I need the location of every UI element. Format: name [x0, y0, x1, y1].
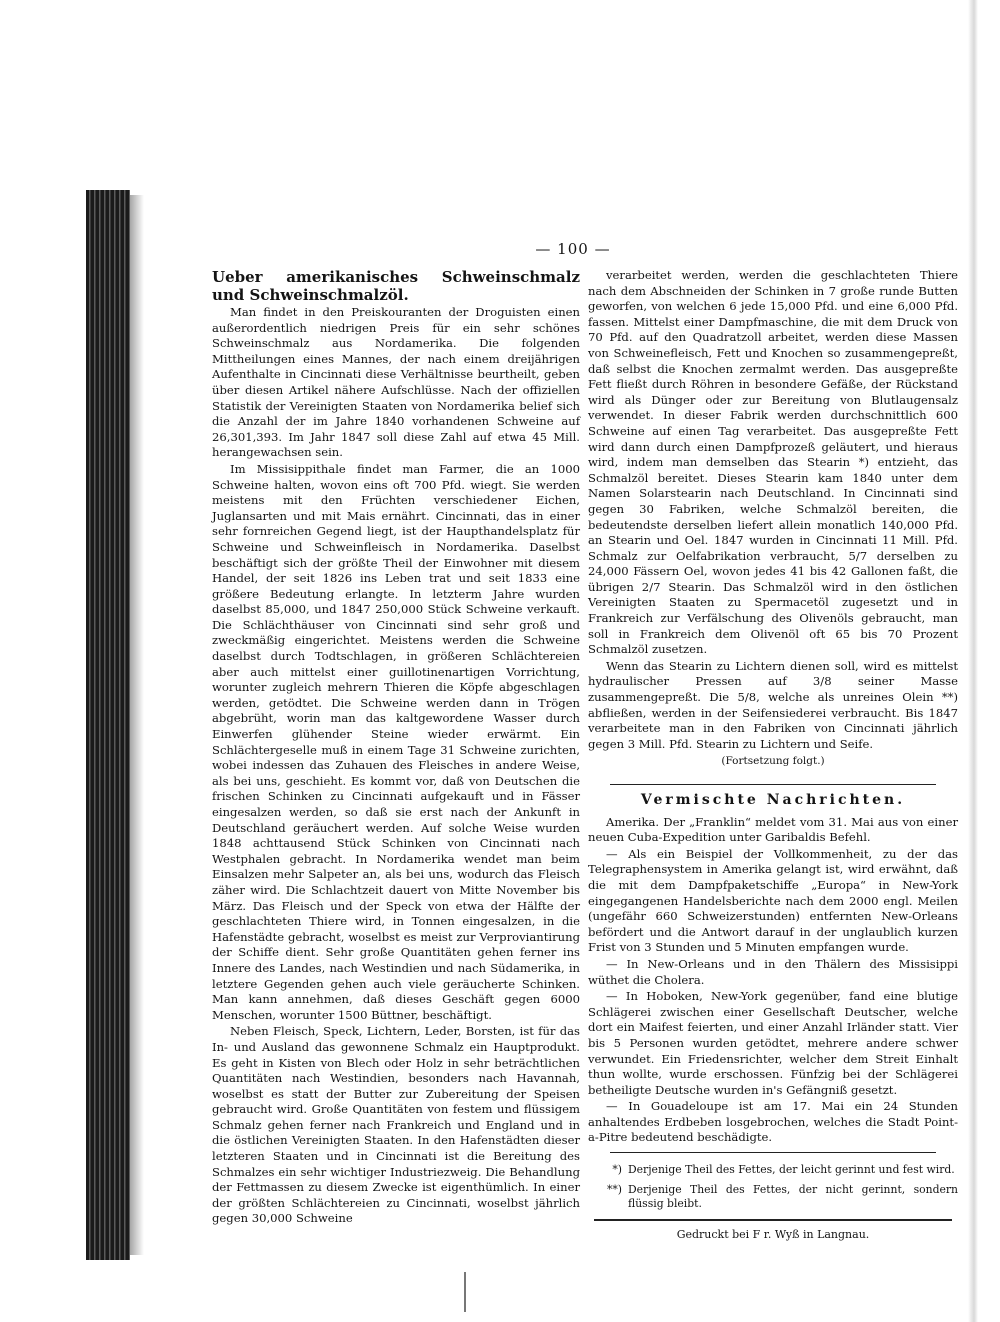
footnote-text: Derjenige Theil des Fettes, der nicht gerinnt, sondern flüssig bleibt. — [628, 1183, 958, 1211]
news-section-title: Vermischte Nachrichten. — [640, 792, 906, 808]
footnote-mark: *) — [612, 1163, 622, 1177]
scan-artifact-line — [464, 1272, 466, 1312]
article-paragraph: verarbeitet werden, werden die geschlachteten Thiere nach dem Abschneiden der Schinken in 7 große runde Butten geworfen, von welchen 6 jede 15,000 Pfd. und eine 6,000 Pfd. fassen. Mittelst einer Dampfmaschine, die mit dem Druck von 70 Pfd. auf den Quadratzoll arbeitet, werden diese Massen von Schweinefleisch, Fett und Knochen so zusammengepreßt, daß selbst die Knochen zermalmt werden. Das ausgepreßte Fett fließt durch Röhren in besondere Gefäße, der Rückstand wird als Dünger oder zur Bereitung von Blutlaugensalz verwendet. In dieser Fabrik werden durchschnittlich 600 Schweine auf einen Tag verarbeitet. Das ausgepreßte Fett wird dann durch einen Dampfprozeß geläutert, und hieraus wird, indem man demselben das Stearin *) entzieht, das Schmalzöl bereitet. Dieses Stearin kam 1840 unter dem Namen Solarstearin nach Deutschland. In Cincinnati sind gegen 30 Fabriken, welche Schmalzöl bereiten, die bedeutendste derselben liefert allein monatlich 140,000 Pfd. an Stearin und Oel. 1847 wurden in Cincinnati 11 Mill. Pfd. Schmalz zur Oelfabrikation verbraucht, 5/7 derselben zu 24,000 Fässern Oel, wovon jedes 41 bis 42 Gallonen faßt, die übrigen 2/7 Stearin. Das Schmalzöl wird in den östlichen Vereinigten Staaten zu Spermacetöl zugesetzt und in Frankreich zur Verfälschung des Olivenöls gebraucht, man soll in Frankreich dem Olivenöl oft 65 bis 70 Prozent Schmalzöl zusetzen. — [588, 268, 958, 657]
column-right — [588, 268, 958, 1243]
footnote-text: Derjenige Theil des Fettes, der leicht gerinnt und fest wird. — [628, 1163, 955, 1177]
column-left — [212, 268, 580, 1228]
footnote — [588, 1183, 958, 1211]
news-item: Amerika. Der „Franklin“ meldet vom 31. Mai aus von einer neuen Cuba-Expedition unter Garibaldis Befehl. — [588, 814, 958, 845]
footnotes — [588, 1163, 958, 1211]
page-edge-right — [968, 0, 1000, 1322]
printer-imprint: Gedruckt bei F r. Wyß in Langnau. — [676, 1228, 870, 1242]
continuation-note: (Fortsetzung folgt.) — [721, 755, 825, 768]
printer-divider — [594, 1219, 952, 1221]
news-item: — In New-Orleans und in den Thälern des Missisippi wüthet die Cholera. — [588, 956, 958, 987]
article-paragraph: Im Missisippithale findet man Farmer, die an 1000 Schweine halten, wovon eins oft 700 Pfd. wiegt. Sie werden meistens mit den Früchten verschiedener Eichen, Juglansarten und mit Mais ernährt. Cincinnati, das in einer sehr fornreichen Gegend liegt, ist der Haupthandelsplatz für Schweine und Schweinfleisch in Nordamerika. Daselbst beschäftigt sich der größte Theil der Einwohner mit diesem Handel, der seit 1826 ins Leben trat und seit 1833 eine größere Bedeutung erlangte. In letzterm Jahre wurden daselbst 85,000, und 1847 250,000 Stück Schweine verkauft. Die Schlächthäuser von Cincinnati sind sehr groß und zweckmäßig eingerichtet. Meistens werden die Schweine daselbst durch Todtschlagen, in größeren Schlächtereien aber auch mittelst einer guillotinenartigen Vorrichtung, worunter zugleich mehrern Thieren die Köpfe abgeschlagen werden, getödtet. Die Schweine werden dann in Trögen abgebrüht, worin man das kaltgewordene Wasser durch Einwerfen glühender Steine wieder erwärmt. Ein Schlächtergeselle muß in einem Tage 31 Schweine zurichten, wobei indessen das Zuhauen des Fleisches in andere Weise, als bei uns, geschieht. Es kommt vor, daß von Deutschen die frischen Schinken zu Cincinnati aufgekauft und in Fässer eingesalzen werden, so daß sie erst nach der Ankunft in Deutschland geräuchert werden. Auf solche Weise wurden 1848 achttausend Stück Schinken von Cincinnati nach Westphalen gebracht. In Nordamerika wendet man beim Einsalzen mehr Salpeter an, als bei uns, wodurch das Fleisch zäher wird. Die Schlachtzeit dauert von Mitte November bis März. Das Fleisch und der Speck von etwa der Hälfte der geschlachteten Thiere wird, in Tonnen eingesalzen, in die Hafenstädte gebracht, woselbst es meist zur Verproviantirung der Schiffe dient. Sehr große Quantitäten gehen ferner ins Innere des Landes, nach Westindien und nach Südamerika, in letztere Gegenden gehen auch viele geräucherte Schinken. Man kann annehmen, daß dieses Geschäft gegen 6000 Menschen, worunter 1500 Büttner, beschäftigt. — [212, 461, 580, 1022]
article-paragraph: Wenn das Stearin zu Lichtern dienen soll, wird es mittelst hydraulischer Pressen auf 3/8 seiner Masse zusammengepreßt. Die 5/8, welche als unreines Olein **) abfließen, werden in der Seifensiederei verbraucht. Bis 1847 verarbeitete man in den Fabriken von Cincinnati jährlich gegen 3 Mill. Pfd. Stearin zu Lichtern und Seife. — [588, 658, 958, 751]
news-item: — Als ein Beispiel der Vollkommenheit, zu der das Telegraphensystem in Amerika gelangt ist, wird erwähnt, daß die mit dem Dampfpaketschiffe „Europa“ in New-York eingegangenen Handelsberichte nach dem 2000 engl. Meilen (ungefähr 660 Schweizerstunden) entfernten New-Orleans befördert und die Antwort darauf in der unglaublich kurzen Frist von 3 Stunden und 5 Minuten empfangen wurde. — [588, 846, 958, 955]
binding-shadow — [130, 195, 144, 1255]
article-paragraph: Neben Fleisch, Speck, Lichtern, Leder, Borsten, ist für das In- und Ausland das gewonnene Schmalz ein Hauptprodukt. Es geht in Kisten von Blech oder Holz in sehr beträchtlichen Quantitäten nach Westindien, besonders nach Havannah, woselbst es statt der Butter zur Zubereitung der Speisen gebraucht wird. Große Quantitäten von festem und flüssigem Schmalz gehen ferner nach Frankreich und England und in die östlichen Vereinigten Staaten. In den Hafenstädten dieser letzteren Staaten und in Cincinnati ist die Bereitung des Schmalzes ein sehr wichtiger Industriezweig. Die Behandlung der Fettmassen zu diesem Zwecke ist eigenthümlich. In einer der größten Schlächtereien zu Cincinnati, woselbst jährlich gegen 30,000 Schweine — [212, 1024, 580, 1226]
footnote — [588, 1163, 958, 1177]
page-number: — 100 — — [535, 240, 611, 258]
news-item: — In Gouadeloupe ist am 17. Mai ein 24 Stunden anhaltendes Erdbeben losgebrochen, welches die Stadt Point-a-Pitre bedeutend beschädigte. — [588, 1099, 958, 1145]
news-item: — In Hoboken, New-York gegenüber, fand eine blutige Schlägerei zwischen einer Gesellschaft Deutscher, welche dort ein Maifest feierten, und einer Anzahl Irländer statt. Vier bis 5 Personen wurden getödtet, mehrere andere schwer verwundet. Ein Friedensrichter, welcher dem Streit Einhalt thun wollte, wurde erschossen. Fünfzig bei der Schlägerei betheiligte Deutsche wurden in's Gefängniß gesetzt. — [588, 989, 958, 1097]
article-title: Ueber amerikanisches Schweinschmalz und Schweinschmalzöl. — [212, 268, 580, 304]
section-divider — [610, 784, 936, 785]
article-paragraph: Man findet in den Preiskouranten der Droguisten einen außerordentlich niedrigen Preis für ein sehr schönes Schweinschmalz aus Nordamerika. Die folgenden Mittheilungen eines Mannes, der nach einem dreijährigen Aufenthalte in Cincinnati diese Verhältnisse beurtheilt, geben über diesen Artikel nähere Aufschlüsse. Nach der offiziellen Statistik der Vereinigten Staaten von Nordamerika belief sich die Anzahl der im Jahre 1840 vorhandenen Schweine auf 26,301,393. Im Jahr 1847 soll diese Zahl auf etwa 45 Mill. herangewachsen sein. — [212, 305, 580, 460]
footnote-divider — [610, 1152, 936, 1153]
book-binding-edge — [86, 190, 130, 1260]
footnote-mark: **) — [606, 1183, 622, 1197]
